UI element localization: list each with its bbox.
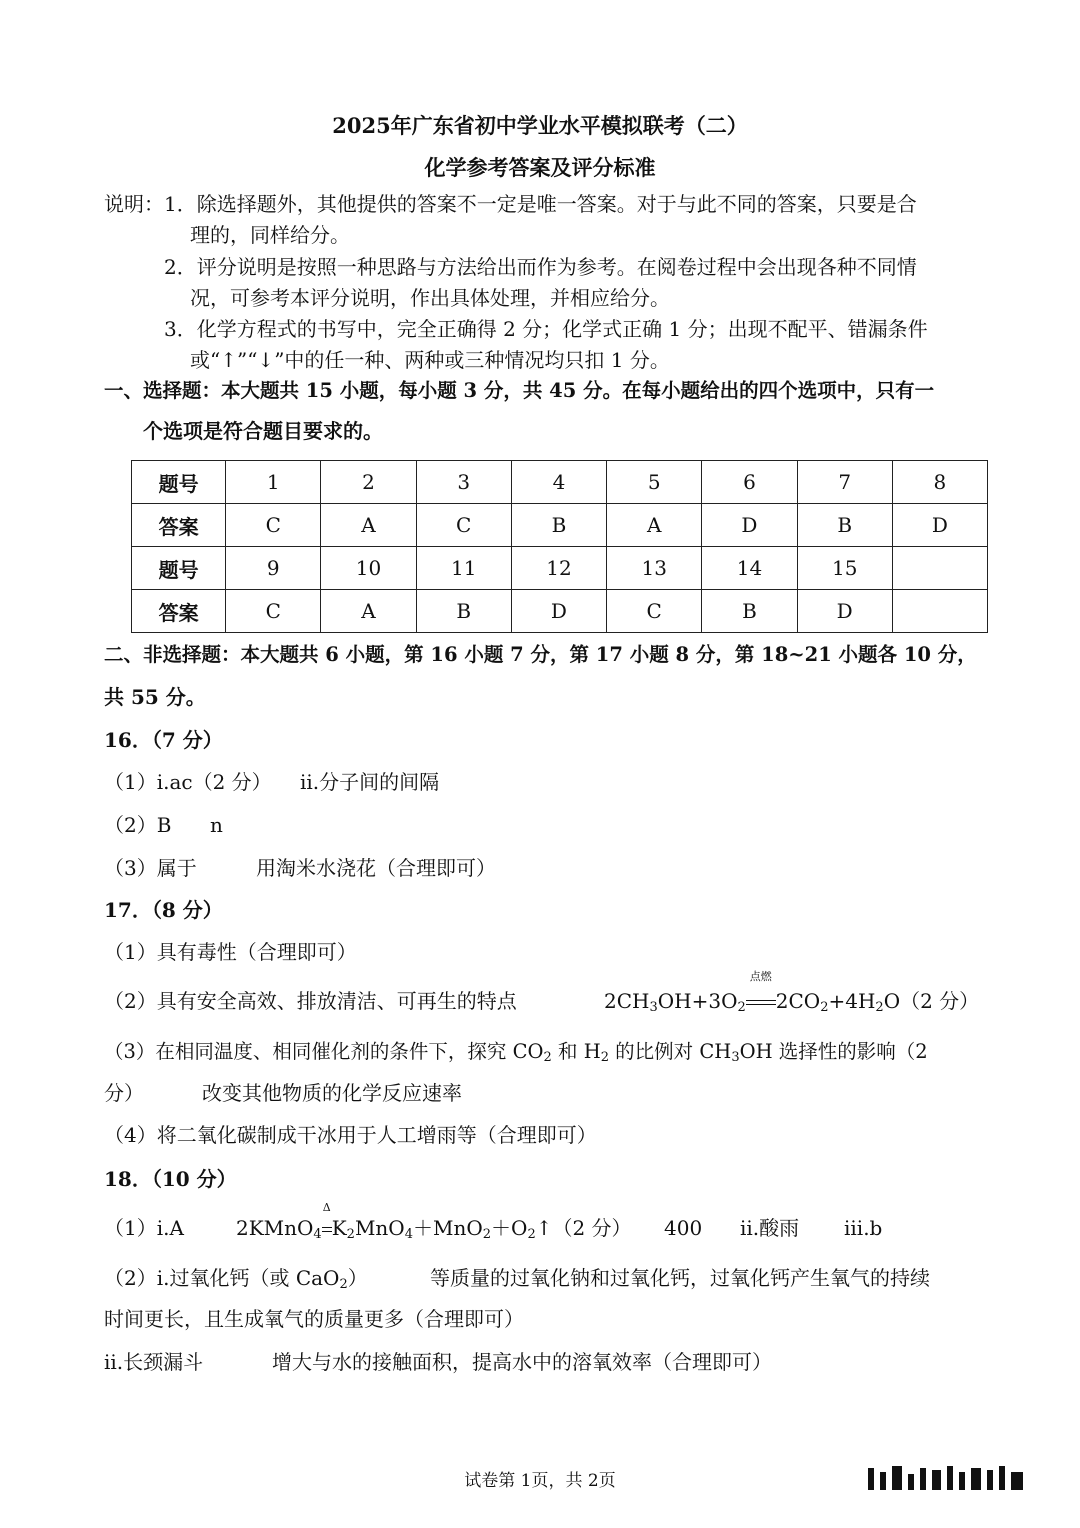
table-cell: 1 [226, 461, 321, 504]
q18-part2-text: ） [347, 1266, 368, 1290]
eq-text: O（2 分） [883, 989, 980, 1013]
eq-double-bar [322, 1227, 332, 1232]
q18-equation [236, 1201, 632, 1242]
table-cell: 3 [416, 461, 511, 504]
table-cell: D [797, 590, 892, 633]
eq-text: +4H [828, 989, 876, 1013]
q18-iii-b: iii.b [844, 1216, 883, 1240]
eq-text: ＋MnO [412, 1216, 483, 1240]
q17-part3-answer: 改变其他物质的化学反应速率 [202, 1081, 462, 1105]
section-2-heading-cont: 共 55 分。 [104, 685, 206, 709]
q17-part4: （4）将二氧化碳制成干冰用于人工增雨等（合理即可） [104, 1123, 597, 1147]
q16-part2-b: n [210, 813, 223, 837]
q18-acid-rain: ii.酸雨 [740, 1216, 800, 1240]
page-subtitle: 化学参考答案及评分标准 [424, 155, 656, 180]
note-1-line-1: 1．除选择题外，其他提供的答案不一定是唯一答案。对于与此不同的答案，只要是合 [164, 192, 917, 216]
eq-sub: 3 [649, 1000, 658, 1015]
eq-sub: 2 [820, 1000, 829, 1015]
q18-value-400: 400 [664, 1216, 703, 1240]
q17-part3-text: OH 选择性的影响（2 [739, 1040, 928, 1063]
table-cell: B [416, 590, 511, 633]
table-header-cell: 题号 [132, 461, 226, 504]
table-cell: 11 [416, 547, 511, 590]
q17-sub: 2 [600, 1050, 609, 1065]
eq-sub: 4 [404, 1227, 413, 1242]
table-cell: 10 [321, 547, 416, 590]
q17-part3 [104, 1039, 928, 1065]
q18-part2-ii: ii.长颈漏斗 [104, 1350, 204, 1374]
watermark-barcode-icon [868, 1466, 1023, 1490]
table-cell: B [797, 504, 892, 547]
page-title: 2025年广东省初中学业水平模拟联考（二） [332, 113, 748, 138]
q16-part3-b: 用淘米水浇花（合理即可） [256, 856, 496, 880]
q17-part3-text: 的比例对 CH [608, 1040, 732, 1063]
q17-part3-text: 和 H [551, 1040, 601, 1063]
section-1-heading: 一、选择题：本大题共 15 小题，每小题 3 分，共 45 分。在每小题给出的四个选项中，只有一 [104, 379, 935, 402]
eq-text: 2KMnO [236, 1216, 314, 1240]
table-row [132, 504, 988, 547]
q17-part2: （2）具有安全高效、排放清洁、可再生的特点 [104, 989, 517, 1013]
table-cell: 15 [797, 547, 892, 590]
table-cell: D [511, 590, 606, 633]
q16-heading: 16．（7 分） [104, 728, 223, 752]
q16-part2: （2）B [104, 813, 172, 837]
q17-sub: 3 [731, 1050, 740, 1065]
table-cell [892, 590, 987, 633]
table-header-cell: 答案 [132, 590, 226, 633]
eq-text: ＋O [491, 1216, 528, 1240]
q18-part2-ii-answer: 增大与水的接触面积，提高水中的溶氧效率（合理即可） [272, 1350, 772, 1374]
q18-part2-answer-cont: 时间更长，且生成氧气的质量更多（合理即可） [104, 1307, 524, 1331]
table-cell: 9 [226, 547, 321, 590]
table-cell: 5 [607, 461, 702, 504]
q18-sub: 2 [339, 1277, 348, 1292]
table-cell: C [226, 504, 321, 547]
eq-sub: 4 [313, 1227, 322, 1242]
table-cell: 4 [511, 461, 606, 504]
section-1-heading-cont: 个选项是符合题目要求的。 [143, 419, 383, 443]
table-cell: C [416, 504, 511, 547]
table-cell: A [321, 504, 416, 547]
note-1-line-2: 理的，同样给分。 [190, 223, 350, 247]
eq-text: 2CO [775, 989, 821, 1013]
table-row [132, 590, 988, 633]
eq-arrow [322, 1201, 332, 1241]
q17-part3-cont: 分） [104, 1081, 144, 1105]
note-3-line-2: 或“↑”“↓”中的任一种、两种或三种情况均只扣 1 分。 [190, 348, 670, 372]
eq-double-bar [746, 1000, 776, 1005]
note-2-line-2: 况，可参考本评分说明，作出具体处理，并相应给分。 [190, 286, 670, 310]
table-cell: 2 [321, 461, 416, 504]
note-2-line-1: 2．评分说明是按照一种思路与方法给出而作为参考。在阅卷过程中会出现各种不同情 [164, 255, 917, 279]
eq-sub: 2 [346, 1227, 355, 1242]
table-header-cell: 题号 [132, 547, 226, 590]
table-cell: A [321, 590, 416, 633]
table-cell [892, 547, 987, 590]
section-2-heading: 二、非选择题：本大题共 6 小题，第 16 小题 7 分，第 17 小题 8 分，第 18~21 小题各 10 分， [104, 643, 977, 666]
q18-part2-answer: 等质量的过氧化钠和过氧化钙，过氧化钙产生氧气的持续 [430, 1266, 930, 1290]
table-cell: D [892, 504, 987, 547]
answer-table [131, 460, 988, 633]
q18-part2-text: （2）i.过氧化钙（或 CaO [104, 1266, 340, 1290]
table-cell: 6 [702, 461, 797, 504]
q18-heading: 18．（10 分） [104, 1167, 237, 1191]
q17-part1: （1）具有毒性（合理即可） [104, 940, 357, 964]
table-row [132, 461, 988, 504]
table-header-cell: 答案 [132, 504, 226, 547]
eq-text: K [331, 1216, 347, 1240]
table-cell: B [511, 504, 606, 547]
table-cell: C [226, 590, 321, 633]
eq-sub: 2 [482, 1227, 492, 1242]
note-lead: 说明： [104, 192, 164, 216]
table-row [132, 547, 988, 590]
q17-equation [604, 970, 980, 1015]
eq-arrow [746, 970, 776, 1014]
page-footer: 试卷第 1页，共 2页 [464, 1471, 616, 1491]
table-cell: A [607, 504, 702, 547]
eq-text: OH+3O [657, 989, 738, 1013]
q18-part2 [104, 1265, 368, 1291]
q16-part1: （1）i.ac（2 分） [104, 770, 272, 794]
table-cell: 14 [702, 547, 797, 590]
q16-part3: （3）属于 [104, 856, 197, 880]
eq-sub: 2 [527, 1227, 536, 1242]
q17-heading: 17．（8 分） [104, 898, 223, 922]
table-cell: 7 [797, 461, 892, 504]
q17-sub: 2 [543, 1050, 552, 1065]
eq-condition: 点燃 [749, 970, 772, 983]
table-cell: D [702, 504, 797, 547]
eq-condition: Δ [322, 1201, 331, 1214]
table-cell: C [607, 590, 702, 633]
q17-part3-text: （3）在相同温度、相同催化剂的条件下，探究 CO [104, 1040, 544, 1063]
table-cell: 8 [892, 461, 987, 504]
q18-part1: （1）i.A [104, 1216, 184, 1240]
note-3-line-1: 3．化学方程式的书写中，完全正确得 2 分；化学式正确 1 分；出现不配平、错漏条件 [164, 317, 928, 341]
q16-part1-ii: ii.分子间的间隔 [300, 770, 440, 794]
eq-text: ↑（2 分） [535, 1216, 632, 1240]
eq-sub: 2 [875, 1000, 884, 1015]
table-cell: 13 [607, 547, 702, 590]
eq-text: MnO [354, 1216, 405, 1240]
eq-sub: 2 [737, 1000, 746, 1015]
table-cell: B [702, 590, 797, 633]
table-cell: 12 [511, 547, 606, 590]
eq-text: 2CH [604, 989, 650, 1013]
